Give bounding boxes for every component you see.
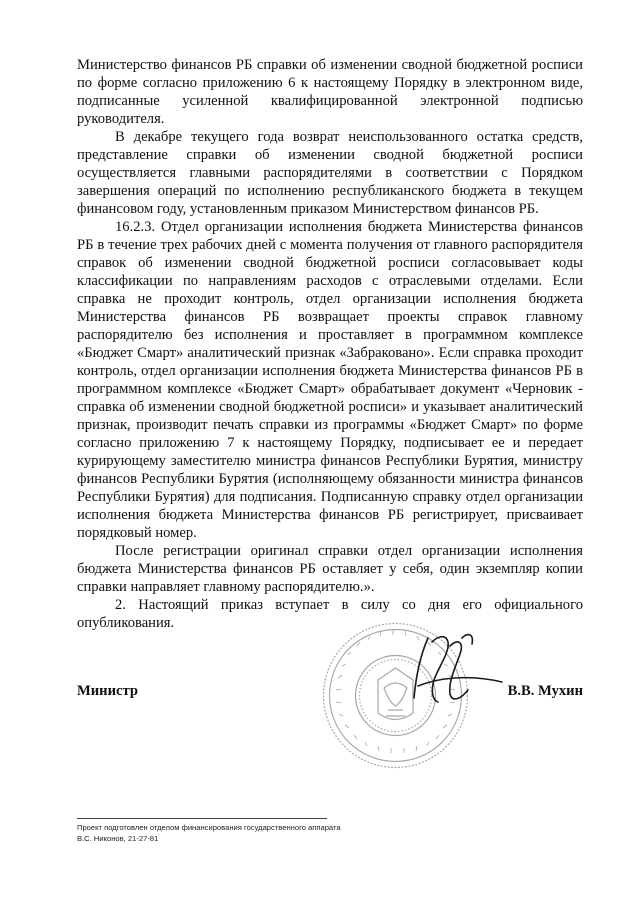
footer-prepared-by: Проект подготовлен отделом финансирования государственного аппарата	[77, 823, 341, 832]
paragraph-continuation: Министерство финансов РБ справки об изменении сводной бюджетной росписи по форме согласно приложению 6 к настоящему Порядку в электронном виде, подписанные усиленной квалифицированной электронной подписью руководителя.	[77, 57, 583, 127]
document-body	[77, 56, 583, 632]
position-title: Министр	[77, 683, 138, 699]
signer-name: В.В. Мухин	[507, 683, 583, 699]
paragraph-16-2-3: 16.2.3. Отдел организации исполнения бюджета Министерства финансов РБ в течение трех рабочих дней с момента получения от главного распорядителя справок об изменении сводной бюджетной росписи согласовывает коды классификации по направлениям расходов с отраслевыми отделами. Если справка не проходит контроль, отдел организации исполнения бюджета Министерства финансов РБ возвращает проекты справок главному распорядителю без исполнения и проставляет в программном комплексе «Бюджет Смарт» аналитический признак «Забраковано». Если справка проходит контроль, отдел организации исполнения бюджета Министерства финансов РБ в программном комплексе «Бюджет Смарт» обрабатывает документ «Черновик - справка об изменении сводной бюджетной росписи» и указывает аналитический признак, производит печать справки из программы «Бюджет Смарт» по форме согласно приложению 7 к настоящему Порядку, подписывает ее и передает курирующему заместителю министра финансов Республики Бурятия, министру финансов Республики Бурятия (исполняющему обязанности министра финансов Республики Бурятия) для подписания. Подписанную справку отдел организации исполнения бюджета Министерства финансов РБ регистрирует, присваивает порядковый номер.	[77, 219, 583, 541]
footer-note	[77, 822, 341, 844]
paragraph-order-effective: 2. Настоящий приказ вступает в силу со дня его официального опубликования.	[77, 597, 583, 631]
paragraph-december-return: В декабре текущего года возврат неиспользованного остатка средств, представление справки об изменении сводной бюджетной росписи осуществляется главными распорядителями в соответствии с Порядком завершения операций по исполнению республиканского бюджета в текущем финансовом году, установленным приказом Министерством финансов РБ.	[77, 129, 583, 217]
footer-contact: В.С. Никонов, 21-27-81	[77, 834, 159, 843]
footer-divider	[77, 818, 327, 819]
signature-block	[77, 683, 583, 703]
paragraph-after-registration: После регистрации оригинал справки отдел организации исполнения бюджета Министерства финансов РБ оставляет у себя, один экземпляр копии справки направляет главному распорядителю.».	[77, 543, 583, 595]
